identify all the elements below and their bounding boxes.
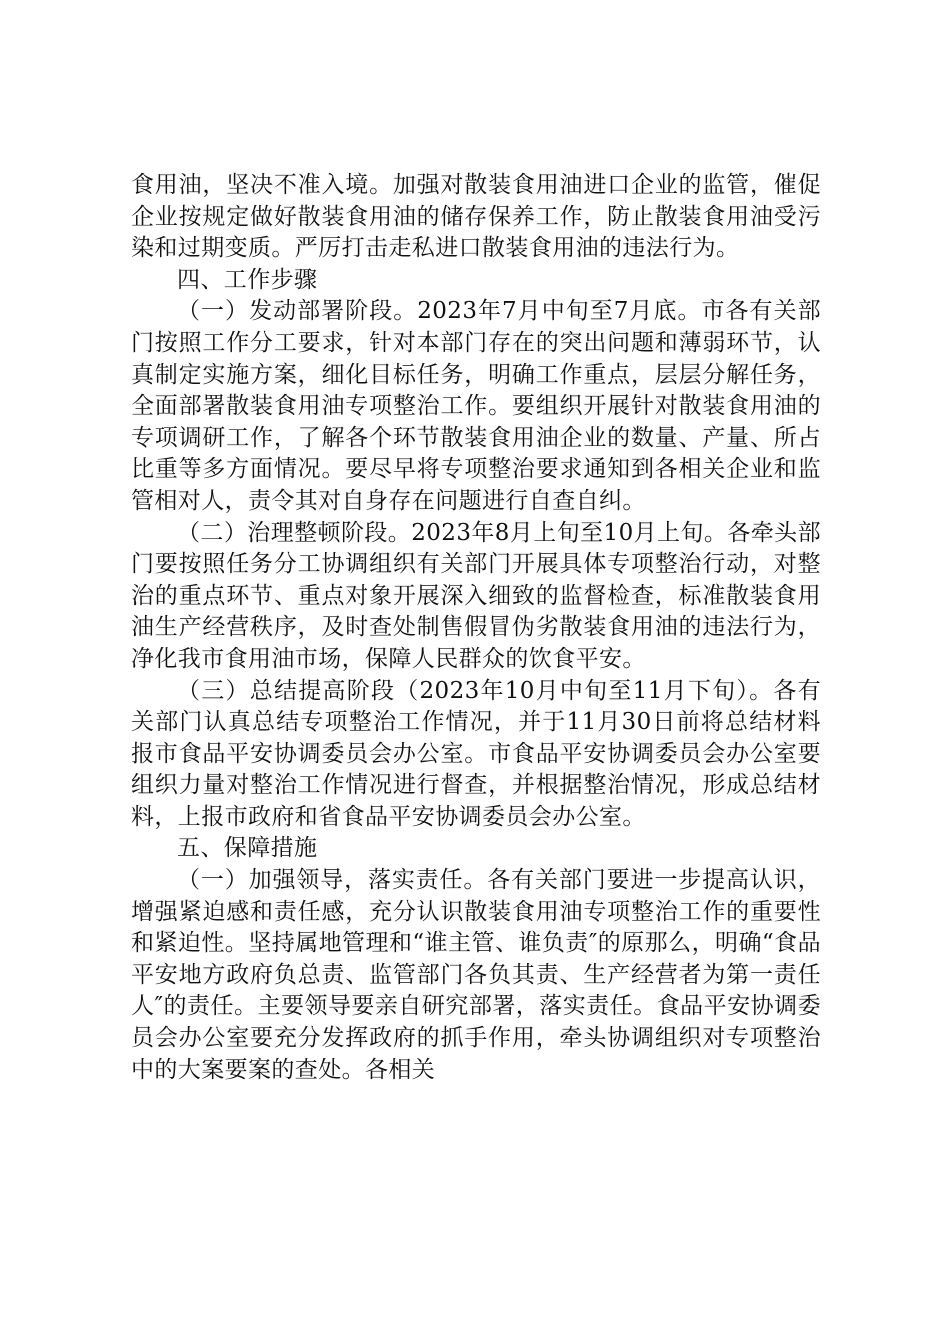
section-heading-safeguards: 五、保障措施 [177,835,318,862]
paragraph-step-1: （一）发动部署阶段。2023年7月中旬至7月底。市各有关部门按照工作分工要求，针对本部门存在的突出问题和薄弱环节，认真制定实施方案，细化目标任务，明确工作重点，层层分解任务，全面部署散装食用油专项整治工作。要组织开展针对散装食用油的专项调研工作，了解各个环节散装食用油企业的数量、产量、所占比重等多方面情况。要尽早将专项整治要求通知到各相关企业和监管相对人，责令其对自身存在问题进行自查自纠。 [131,298,821,514]
paragraph-step-3: （三）总结提高阶段（2023年10月中旬至11月下旬）。各有关部门认真总结专项整治工作情况，并于11月30日前将总结材料报市食品平安协调委员会办公室。市食品平安协调委员会办公室要组织力量对整治工作情况进行督查，并根据整治情况，形成总结材料，上报市政府和省食品平安协调委员会办公室。 [131,677,821,830]
section-heading-work-steps: 四、工作步骤 [177,266,318,293]
paragraph-step-2: （二）治理整顿阶段。2023年8月上旬至10月上旬。各牵头部门要按照任务分工协调组织有关部门开展具体专项整治行动，对整治的重点环节、重点对象开展深入细致的监督检查，标准散装食用油生产经营秩序，及时查处制售假冒伪劣散装食用油的违法行为，净化我市食用油市场，保障人民群众的饮食平安。 [131,519,821,672]
document-body [131,170,821,1086]
paragraph-continuation: 食用油，坚决不准入境。加强对散装食用油进口企业的监管，催促企业按规定做好散装食用油的储存保养工作，防止散装食用油受污染和过期变质。严厉打击走私进口散装食用油的违法行为。 [131,172,821,262]
paragraph-safeguard-1: （一）加强领导，落实责任。各有关部门要进一步提高认识，增强紧迫感和责任感，充分认识散装食用油专项整治工作的重要性和紧迫性。坚持属地管理和“谁主管、谁负责″的原那么，明确“食品平安地方政府负总责、监管部门各负其责、生产经营者为第一责任人″的责任。主要领导要亲自研究部署，落实责任。食品平安协调委员会办公室要充分发挥政府的抓手作用，牵头协调组织对专项整治中的大案要案的查处。各相关 [131,867,821,1083]
